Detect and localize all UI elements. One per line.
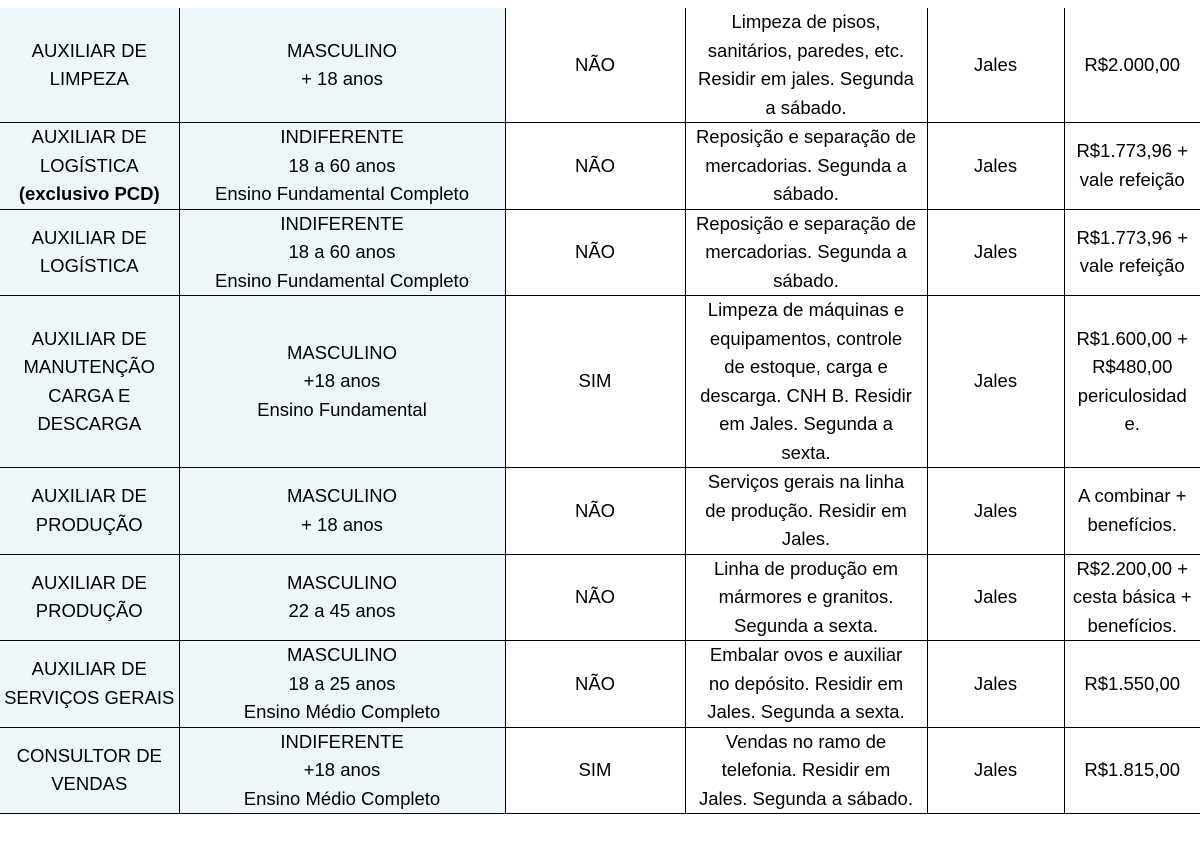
description-line: sexta. xyxy=(781,441,831,463)
description-cell xyxy=(685,209,927,296)
job-title-line: AUXILIAR DE xyxy=(31,658,147,680)
job-title-line: PRODUÇÃO xyxy=(35,513,143,535)
salary-cell xyxy=(1064,727,1200,814)
description-cell xyxy=(685,8,927,123)
city-cell: Jales xyxy=(927,209,1064,296)
description-line: a sábado. xyxy=(765,96,847,118)
salary-line: R$1.600,00 + xyxy=(1076,327,1189,349)
profile-line: Ensino Fundamental Completo xyxy=(214,183,469,204)
description-cell xyxy=(685,727,927,814)
city-cell: Jales xyxy=(927,8,1064,123)
table-row xyxy=(0,727,1200,814)
description-line: sábado. xyxy=(773,269,839,291)
license-required-cell: NÃO xyxy=(505,8,685,123)
license-required-cell: NÃO xyxy=(505,123,685,210)
description-line: Vendas no ramo de xyxy=(725,730,887,752)
description-line: Reposição e separação de xyxy=(695,212,917,234)
job-title-cell xyxy=(0,123,179,210)
profile-line: Ensino Fundamental xyxy=(257,398,427,420)
description-line: Residir em jales. Segunda xyxy=(698,68,914,89)
job-title-line: AUXILIAR DE xyxy=(31,39,147,61)
job-title-line: LIMPEZA xyxy=(49,68,129,89)
profile-line: MASCULINO xyxy=(287,571,397,593)
profile-cell xyxy=(179,641,505,728)
license-required-cell: NÃO xyxy=(505,209,685,296)
job-title-line: AUXILIAR DE xyxy=(31,571,147,593)
salary-line: R$1.815,00 xyxy=(1084,759,1181,780)
profile-line: INDIFERENTE xyxy=(280,126,404,147)
job-title-line: LOGÍSTICA xyxy=(39,154,139,176)
city-cell: Jales xyxy=(927,296,1064,468)
job-title-line: DESCARGA xyxy=(37,413,142,434)
salary-cell xyxy=(1064,554,1200,641)
description-cell xyxy=(685,123,927,210)
city-cell: Jales xyxy=(927,727,1064,814)
job-title-line: VENDAS xyxy=(51,773,128,795)
profile-line: INDIFERENTE xyxy=(280,212,404,234)
salary-cell xyxy=(1064,123,1200,210)
job-title-cell xyxy=(0,727,179,814)
job-title-line: (exclusivo PCD) xyxy=(18,183,160,204)
profile-line: 18 a 25 anos xyxy=(288,672,396,694)
profile-line: + 18 anos xyxy=(301,68,383,89)
table-row xyxy=(0,123,1200,210)
description-line: Limpeza de pisos, xyxy=(731,11,881,32)
profile-line: 18 a 60 anos xyxy=(288,241,396,262)
salary-line: R$1.550,00 xyxy=(1084,672,1181,694)
table-row xyxy=(0,641,1200,728)
profile-line: 18 a 60 anos xyxy=(288,154,396,176)
license-required-cell: NÃO xyxy=(505,641,685,728)
description-line: equipamentos, controle xyxy=(709,327,903,349)
profile-cell xyxy=(179,468,505,555)
city-cell: Jales xyxy=(927,123,1064,210)
job-title-cell xyxy=(0,209,179,296)
profile-line: MASCULINO xyxy=(287,485,397,507)
description-line: Limpeza de máquinas e xyxy=(707,299,905,320)
salary-line: R$2.200,00 + xyxy=(1076,557,1189,579)
license-required-cell: SIM xyxy=(505,727,685,814)
salary-line: R$2.000,00 xyxy=(1084,53,1181,75)
salary-line: A combinar + xyxy=(1078,485,1187,507)
profile-cell xyxy=(179,296,505,468)
description-line: no depósito. Residir em xyxy=(708,672,904,694)
job-title-cell xyxy=(0,468,179,555)
salary-line: vale refeição xyxy=(1079,168,1185,190)
description-line: de estoque, carga e xyxy=(724,356,888,377)
profile-line: MASCULINO xyxy=(287,644,397,665)
job-title-line: SERVIÇOS GERAIS xyxy=(4,686,175,708)
job-title-cell xyxy=(0,554,179,641)
description-line: telefonia. Residir em xyxy=(721,759,891,780)
city-cell: Jales xyxy=(927,468,1064,555)
description-line: Linha de produção em xyxy=(713,557,899,579)
description-line: em Jales. Segunda a xyxy=(719,413,893,434)
salary-cell xyxy=(1064,209,1200,296)
job-title-line: LOGÍSTICA xyxy=(39,255,139,277)
description-cell xyxy=(685,296,927,468)
description-line: Jales. Segunda a sábado. xyxy=(699,787,913,809)
description-line: sanitários, paredes, etc. xyxy=(707,39,905,61)
description-line: Jales. Segunda a sexta. xyxy=(707,701,905,722)
job-title-line: AUXILIAR DE xyxy=(31,126,147,147)
salary-line: R$480,00 xyxy=(1092,356,1173,377)
description-line: Reposição e separação de xyxy=(695,126,917,147)
salary-cell xyxy=(1064,8,1200,123)
table-row xyxy=(0,209,1200,296)
profile-line: 22 a 45 anos xyxy=(288,600,396,622)
salary-line: R$1.773,96 + xyxy=(1076,226,1189,248)
description-line: de produção. Residir em xyxy=(705,499,907,521)
job-listings-table xyxy=(0,8,1200,814)
salary-line: vale refeição xyxy=(1079,255,1185,277)
license-required-cell: SIM xyxy=(505,296,685,468)
description-line: Embalar ovos e auxiliar xyxy=(709,644,903,665)
profile-line: MASCULINO xyxy=(287,39,397,61)
license-required-cell: NÃO xyxy=(505,554,685,641)
job-title-line: AUXILIAR DE xyxy=(31,327,147,349)
profile-line: Ensino Fundamental Completo xyxy=(214,269,469,291)
job-title-line: CONSULTOR DE xyxy=(16,744,162,766)
table-row xyxy=(0,554,1200,641)
profile-line: + 18 anos xyxy=(301,513,383,535)
description-line: Jales. xyxy=(781,528,831,549)
salary-line: e. xyxy=(1124,413,1140,434)
salary-cell xyxy=(1064,296,1200,468)
job-title-line: CARGA E xyxy=(48,384,131,406)
table-row xyxy=(0,468,1200,555)
description-cell xyxy=(685,554,927,641)
table-row xyxy=(0,296,1200,468)
profile-cell xyxy=(179,727,505,814)
profile-line: MASCULINO xyxy=(287,341,397,363)
job-title-line: AUXILIAR DE xyxy=(31,485,147,507)
profile-cell xyxy=(179,554,505,641)
job-title-cell xyxy=(0,296,179,468)
description-line: mercadorias. Segunda a xyxy=(705,241,907,262)
profile-line: Ensino Médio Completo xyxy=(243,701,441,722)
description-line: mármores e granitos. xyxy=(718,586,894,607)
description-line: descarga. CNH B. Residir xyxy=(700,384,912,406)
license-required-cell: NÃO xyxy=(505,468,685,555)
salary-cell xyxy=(1064,468,1200,555)
salary-line: benefícios. xyxy=(1087,614,1177,636)
profile-line: Ensino Médio Completo xyxy=(243,787,441,809)
table-row xyxy=(0,8,1200,123)
salary-cell xyxy=(1064,641,1200,728)
job-listings-body xyxy=(0,8,1200,814)
job-title-line: AUXILIAR DE xyxy=(31,226,147,248)
city-cell: Jales xyxy=(927,641,1064,728)
job-title-cell xyxy=(0,641,179,728)
job-title-line: MANUTENÇÃO xyxy=(23,356,156,377)
description-line: mercadorias. Segunda a xyxy=(705,154,907,176)
profile-cell xyxy=(179,8,505,123)
description-line: sábado. xyxy=(773,183,839,204)
city-cell: Jales xyxy=(927,554,1064,641)
profile-cell xyxy=(179,209,505,296)
job-title-cell xyxy=(0,8,179,123)
profile-line: INDIFERENTE xyxy=(280,730,404,752)
salary-line: R$1.773,96 + xyxy=(1076,140,1189,162)
profile-cell xyxy=(179,123,505,210)
job-title-line: PRODUÇÃO xyxy=(35,600,143,622)
salary-line: cesta básica + xyxy=(1072,586,1192,607)
description-line: Serviços gerais na linha xyxy=(707,471,905,492)
description-cell xyxy=(685,641,927,728)
profile-line: +18 anos xyxy=(303,759,381,780)
salary-line: benefícios. xyxy=(1087,513,1177,535)
salary-line: periculosidad xyxy=(1077,384,1187,406)
description-cell xyxy=(685,468,927,555)
profile-line: +18 anos xyxy=(303,370,381,392)
description-line: Segunda a sexta. xyxy=(734,614,878,636)
